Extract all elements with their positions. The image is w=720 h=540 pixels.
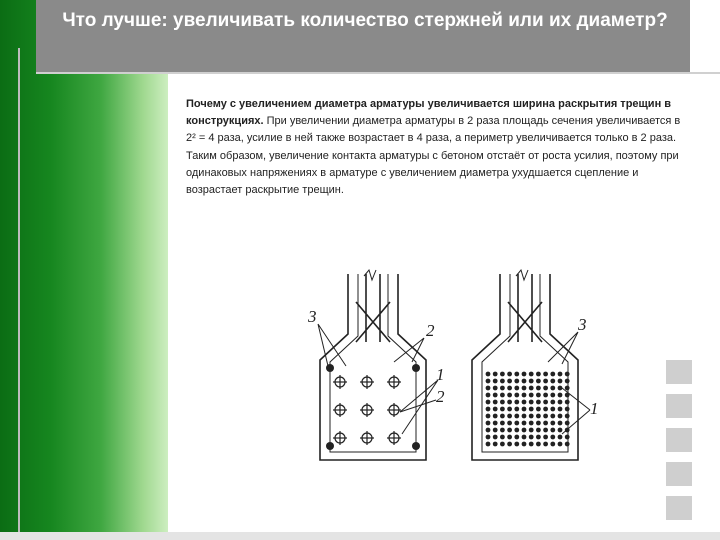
small-rebar [493, 407, 498, 412]
small-rebar [493, 414, 498, 419]
small-rebar [558, 386, 563, 391]
small-rebar [558, 421, 563, 426]
small-rebar [565, 386, 570, 391]
small-rebar [550, 414, 555, 419]
small-rebar [529, 379, 534, 384]
small-rebar [486, 393, 491, 398]
label-3-right: 3 [578, 315, 587, 334]
small-rebar [550, 421, 555, 426]
small-rebar [493, 372, 498, 377]
small-rebar [543, 393, 548, 398]
small-rebar [529, 386, 534, 391]
small-rebar [529, 400, 534, 405]
small-rebar [536, 393, 541, 398]
small-rebar [522, 393, 527, 398]
small-rebar [486, 428, 491, 433]
small-rebar [493, 379, 498, 384]
small-rebar [522, 372, 527, 377]
small-rebar [486, 407, 491, 412]
small-rebar [536, 421, 541, 426]
small-rebar [500, 400, 505, 405]
small-rebar [543, 379, 548, 384]
small-rebar [536, 414, 541, 419]
small-rebar [550, 407, 555, 412]
small-rebar [543, 435, 548, 440]
small-rebar [529, 407, 534, 412]
small-rebar [550, 428, 555, 433]
small-rebar [550, 386, 555, 391]
small-rebar [500, 407, 505, 412]
label-1-right: 1 [590, 399, 599, 418]
small-rebar [565, 407, 570, 412]
deco-square-4 [666, 462, 692, 486]
small-rebar [529, 414, 534, 419]
small-rebar [486, 421, 491, 426]
small-rebar [565, 379, 570, 384]
small-rebar [558, 400, 563, 405]
small-rebar-grid [486, 372, 570, 447]
small-rebar [507, 386, 512, 391]
small-rebar [522, 414, 527, 419]
small-rebar [507, 435, 512, 440]
small-rebar [514, 393, 519, 398]
small-rebar [514, 386, 519, 391]
small-rebar [543, 400, 548, 405]
small-rebar [507, 428, 512, 433]
small-rebar [543, 414, 548, 419]
deco-square-3 [666, 428, 692, 452]
small-rebar [507, 407, 512, 412]
small-rebar [486, 386, 491, 391]
small-rebar [500, 393, 505, 398]
small-rebar [486, 379, 491, 384]
small-rebar [543, 386, 548, 391]
small-rebar [550, 372, 555, 377]
small-rebar [565, 414, 570, 419]
small-rebar [529, 372, 534, 377]
small-rebar [529, 421, 534, 426]
small-rebar [514, 428, 519, 433]
label-2-left: 2 [426, 321, 435, 340]
small-rebar [536, 407, 541, 412]
small-rebar [522, 428, 527, 433]
small-rebar [486, 372, 491, 377]
small-rebar [536, 442, 541, 447]
small-rebar [522, 435, 527, 440]
small-rebar [558, 379, 563, 384]
small-rebar [493, 400, 498, 405]
label-3-left: 3 [308, 307, 317, 326]
small-rebar [514, 372, 519, 377]
small-rebar [486, 400, 491, 405]
small-rebar [500, 435, 505, 440]
small-rebar [500, 379, 505, 384]
small-rebar [493, 421, 498, 426]
small-rebar [514, 435, 519, 440]
small-rebar [514, 414, 519, 419]
small-rebar [514, 421, 519, 426]
small-rebar [522, 407, 527, 412]
small-rebar [565, 442, 570, 447]
small-rebar [514, 400, 519, 405]
small-rebar [536, 372, 541, 377]
small-rebar [529, 393, 534, 398]
small-rebar [522, 400, 527, 405]
small-rebar [507, 372, 512, 377]
small-rebar [565, 435, 570, 440]
decorative-vertical-line [18, 48, 20, 540]
small-rebar [522, 386, 527, 391]
small-rebar [514, 379, 519, 384]
slide-body [186, 96, 686, 199]
small-rebar [550, 442, 555, 447]
small-rebar [486, 442, 491, 447]
small-rebar [522, 421, 527, 426]
small-rebar [543, 421, 548, 426]
rebar-cross-section-figure [300, 262, 620, 472]
green-side-strip [0, 0, 168, 540]
small-rebar [558, 435, 563, 440]
deco-square-5 [666, 496, 692, 520]
small-rebar [493, 386, 498, 391]
label-1-left: 1 [436, 365, 445, 384]
small-rebar [543, 428, 548, 433]
small-rebar [536, 435, 541, 440]
small-rebar [558, 442, 563, 447]
small-rebar [507, 393, 512, 398]
small-rebar [500, 421, 505, 426]
small-rebar [514, 442, 519, 447]
small-rebar [507, 400, 512, 405]
small-rebar [565, 372, 570, 377]
small-rebar [486, 414, 491, 419]
small-rebar [543, 407, 548, 412]
small-rebar [522, 442, 527, 447]
small-rebar [500, 428, 505, 433]
body-bold-lead: Почему с увеличением диаметра арматуры увеличивается ширина раскрытия трещин в конструкциях. [186, 98, 672, 128]
small-rebar [543, 372, 548, 377]
small-rebar [493, 393, 498, 398]
small-rebar [536, 428, 541, 433]
small-rebar [543, 442, 548, 447]
small-rebar [507, 379, 512, 384]
small-rebar [550, 393, 555, 398]
small-rebar [558, 428, 563, 433]
small-rebar [486, 435, 491, 440]
small-rebar [500, 372, 505, 377]
small-rebar [514, 407, 519, 412]
small-rebar [550, 400, 555, 405]
title-underline [36, 72, 720, 74]
small-rebar [529, 435, 534, 440]
small-rebar [507, 442, 512, 447]
small-rebar [558, 414, 563, 419]
small-rebar [529, 442, 534, 447]
small-rebar [493, 442, 498, 447]
small-rebar [500, 414, 505, 419]
small-rebar [536, 379, 541, 384]
deco-square-2 [666, 394, 692, 418]
small-rebar [529, 428, 534, 433]
bottom-bar [0, 532, 720, 540]
body-text: При увеличении диаметра арматуры в 2 раза площадь сечения увеличивается в 2² = 4 раза, усилие в ней также возрастает в 4 раза, а периметр увеличивается только в 2 раза. Таким образом, увеличение контакта арматуры с бетоном отстаёт от роста усилия, поэтому при одинаковых напряжениях в арматуре с увеличением диаметра ухудшается сцепление и возрастает раскрытие трещин. [186, 115, 681, 197]
small-rebar [493, 428, 498, 433]
left-section-outline [320, 274, 426, 460]
small-rebar [558, 372, 563, 377]
small-rebar [536, 386, 541, 391]
small-rebar [507, 414, 512, 419]
small-rebar [522, 379, 527, 384]
small-rebar [500, 442, 505, 447]
small-rebar [536, 400, 541, 405]
small-rebar [500, 386, 505, 391]
small-rebar [558, 407, 563, 412]
label-2b-left: 2 [436, 387, 445, 406]
small-rebar [507, 421, 512, 426]
small-rebar [493, 435, 498, 440]
small-rebar [565, 400, 570, 405]
small-rebar [550, 379, 555, 384]
small-rebar [565, 421, 570, 426]
slide-title: Что лучше: увеличивать количество стержней или их диаметр? [62, 10, 668, 31]
small-rebar [550, 435, 555, 440]
deco-square-1 [666, 360, 692, 384]
small-rebar [558, 393, 563, 398]
